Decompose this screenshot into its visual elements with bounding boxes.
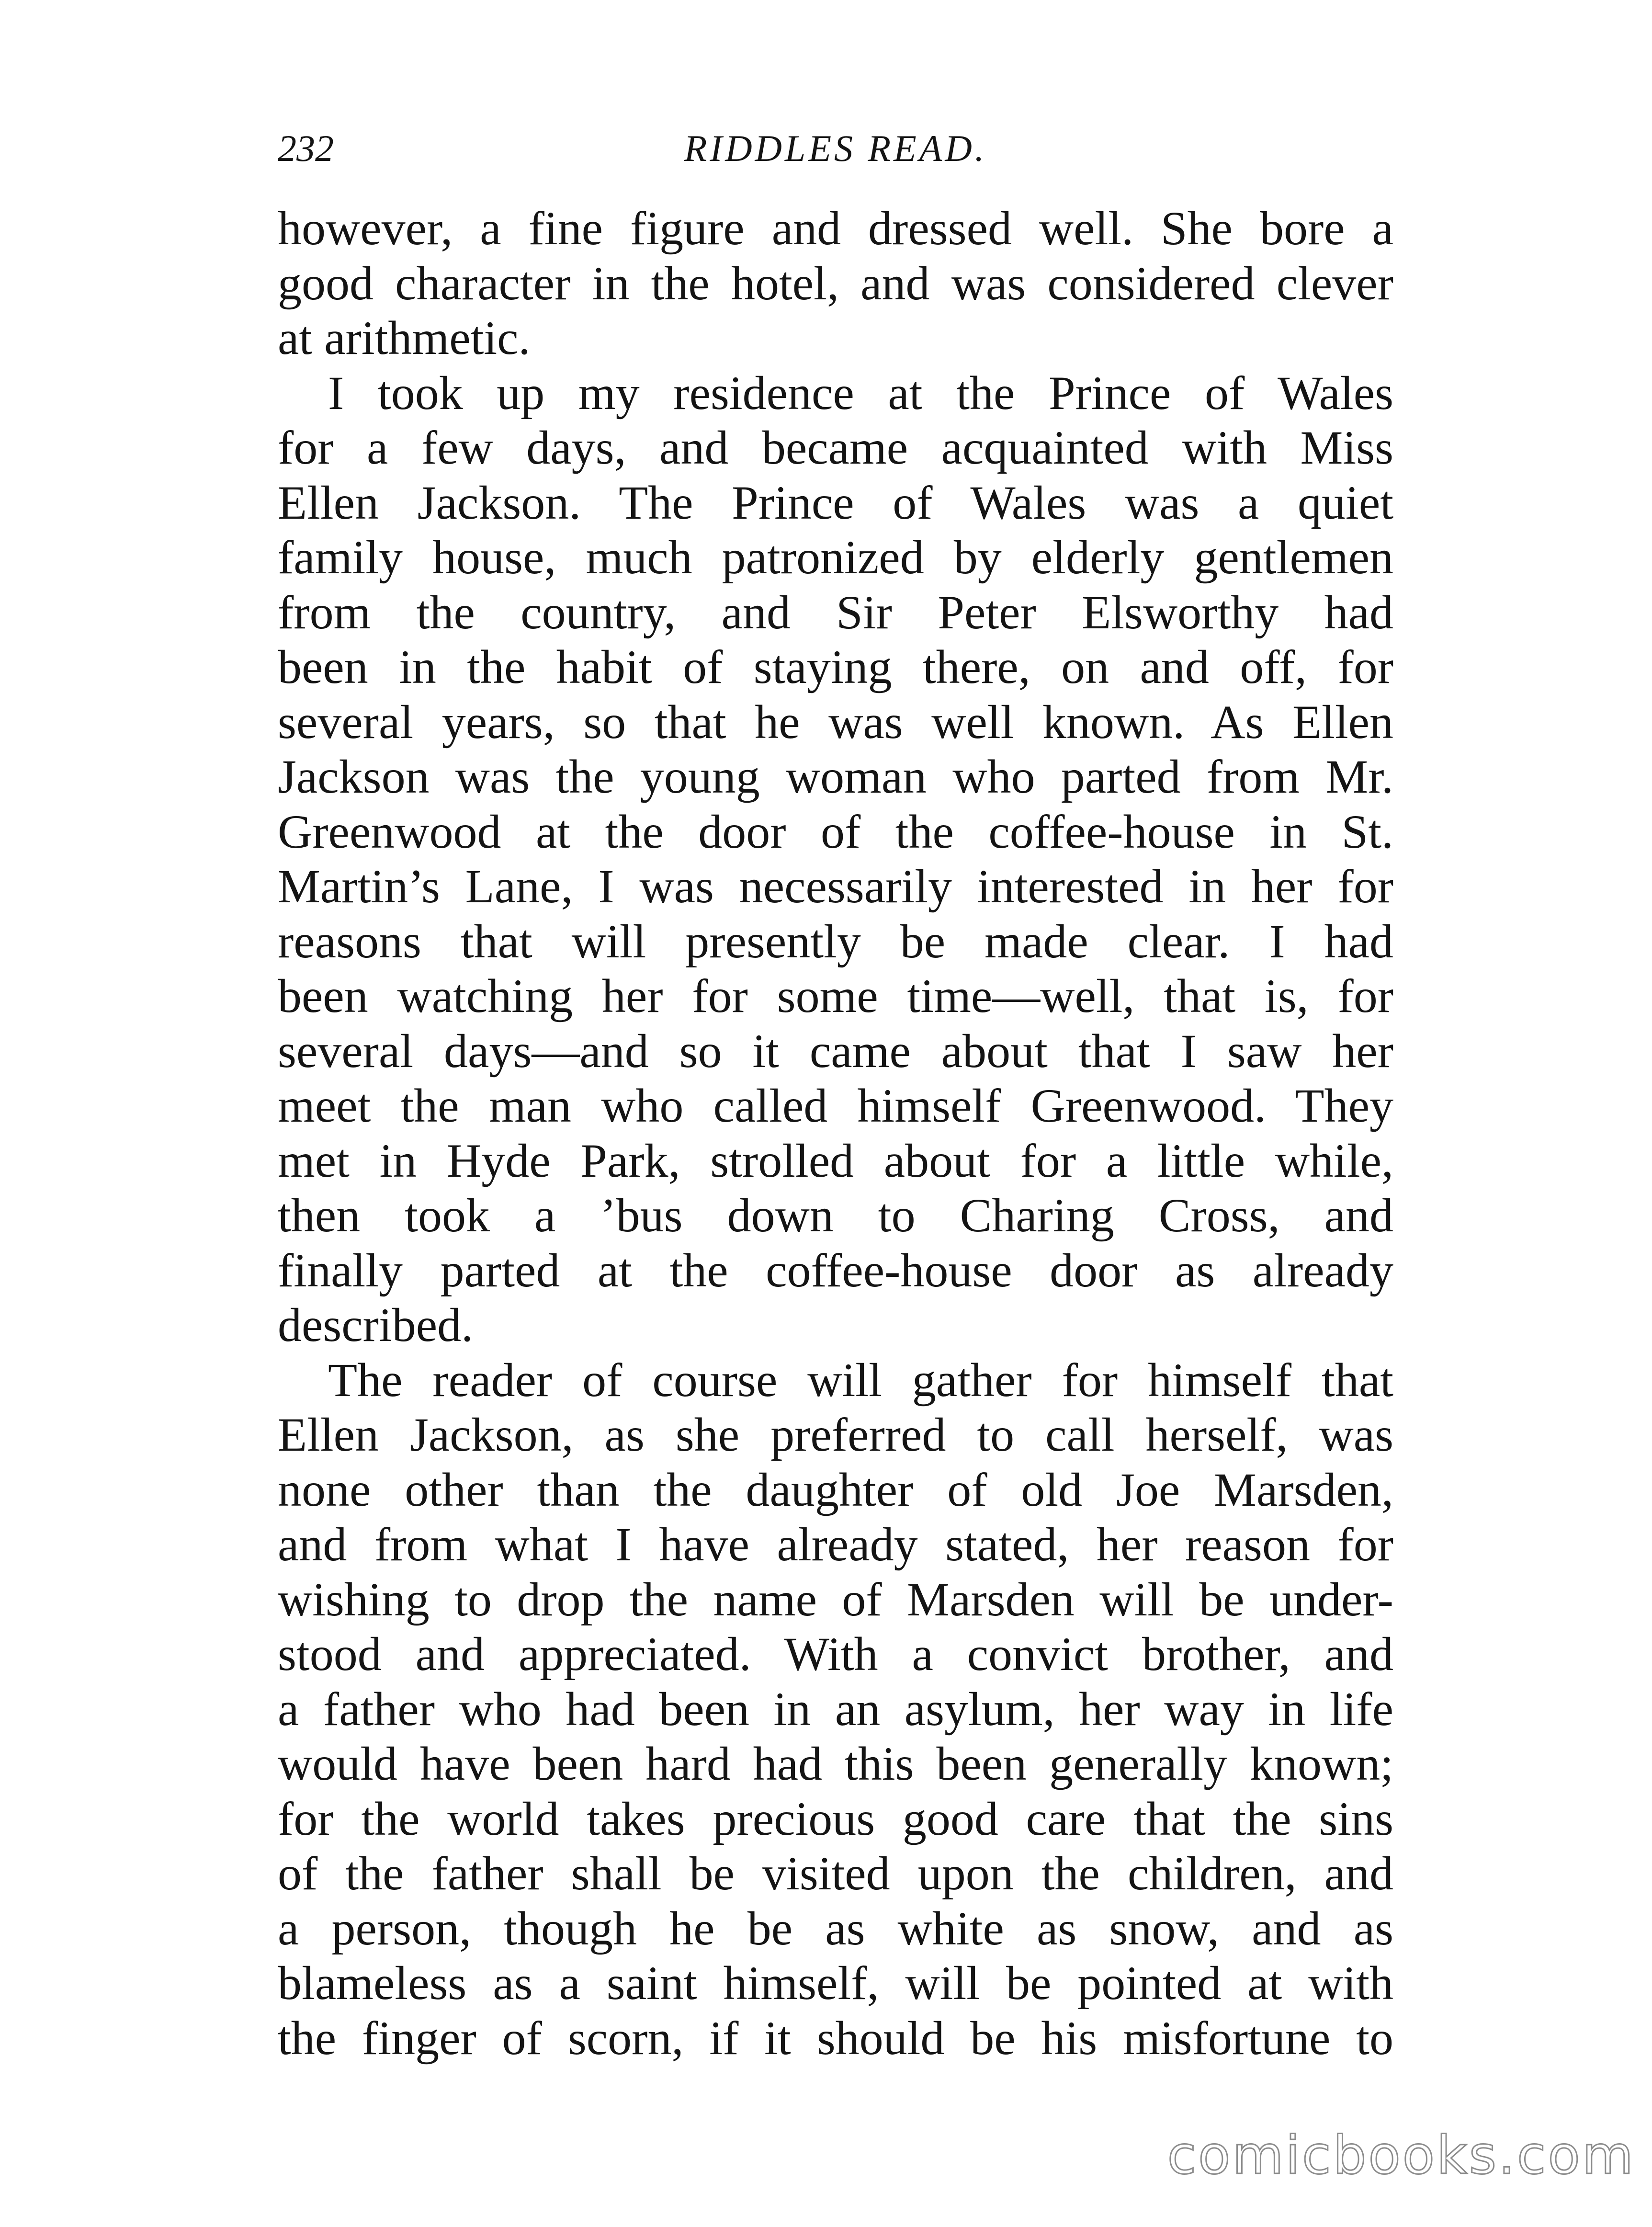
text-line: I took up my residence at the Prince of Wales [328, 366, 1393, 420]
text-line: of the father shall be visited upon the children, and [278, 1847, 1393, 1900]
running-head [278, 120, 1393, 177]
text-line: stood and appreciated. With a convict brother, and [278, 1627, 1393, 1681]
text-line: family house, much patronized by elderly gentlemen [278, 531, 1393, 584]
text-line: wishing to drop the name of Marsden will be under- [278, 1572, 1393, 1626]
text-line: described. [278, 1298, 474, 1352]
text-line: blameless as a saint himself, will be pointed at with [278, 1956, 1393, 2010]
running-title: RIDDLES READ. [684, 127, 987, 169]
text-line: then took a ’bus down to Charing Cross, and [278, 1189, 1393, 1242]
text-line: Ellen Jackson, as she preferred to call herself, was [278, 1408, 1393, 1461]
text-line: for a few days, and became acquainted with Miss [278, 421, 1393, 474]
text-line: met in Hyde Park, strolled about for a little while, [278, 1134, 1393, 1187]
text-line: Ellen Jackson. The Prince of Wales was a quiet [278, 476, 1393, 529]
text-line: several years, so that he was well known. As Ellen [278, 695, 1393, 749]
text-line: would have been hard had this been generally known; [278, 1737, 1393, 1790]
watermark: comicbooks.com [1167, 2125, 1635, 2186]
text-line: for the world takes precious good care that the sins [278, 1792, 1393, 1845]
text-line: none other than the daughter of old Joe Marsden, [278, 1463, 1393, 1516]
body-text [278, 201, 1393, 2066]
page-number: 232 [278, 127, 334, 169]
text-line: good character in the hotel, and was considered clever [278, 256, 1393, 310]
text-line: Greenwood at the door of the coffee-house in St. [278, 805, 1393, 858]
text-line: however, a fine figure and dressed well. She bore a [278, 202, 1393, 255]
text-line: reasons that will presently be made clear. I had [278, 914, 1393, 968]
text-line: been watching her for some time—well, that is, for [278, 969, 1393, 1023]
text-line: from the country, and Sir Peter Elsworthy had [278, 585, 1393, 639]
text-line: and from what I have already stated, her reason for [278, 1518, 1393, 1571]
text-line: at arithmetic. [278, 311, 531, 364]
text-line: Jackson was the young woman who parted from Mr. [278, 750, 1393, 803]
text-line: finally parted at the coffee-house door as already [278, 1243, 1393, 1297]
text-line: a person, though he be as white as snow, and as [278, 1901, 1393, 1955]
text-line: meet the man who called himself Greenwood. They [278, 1079, 1393, 1132]
text-line: The reader of course will gather for himself that [328, 1353, 1393, 1407]
text-line: several days—and so it came about that I saw her [278, 1024, 1393, 1078]
text-line: the finger of scorn, if it should be his misfortune to [278, 2011, 1393, 2065]
text-line: been in the habit of staying there, on and off, for [278, 640, 1393, 693]
text-line: Martin’s Lane, I was necessarily interested in her for [278, 860, 1393, 913]
text-line: a father who had been in an asylum, her way in life [278, 1682, 1393, 1736]
